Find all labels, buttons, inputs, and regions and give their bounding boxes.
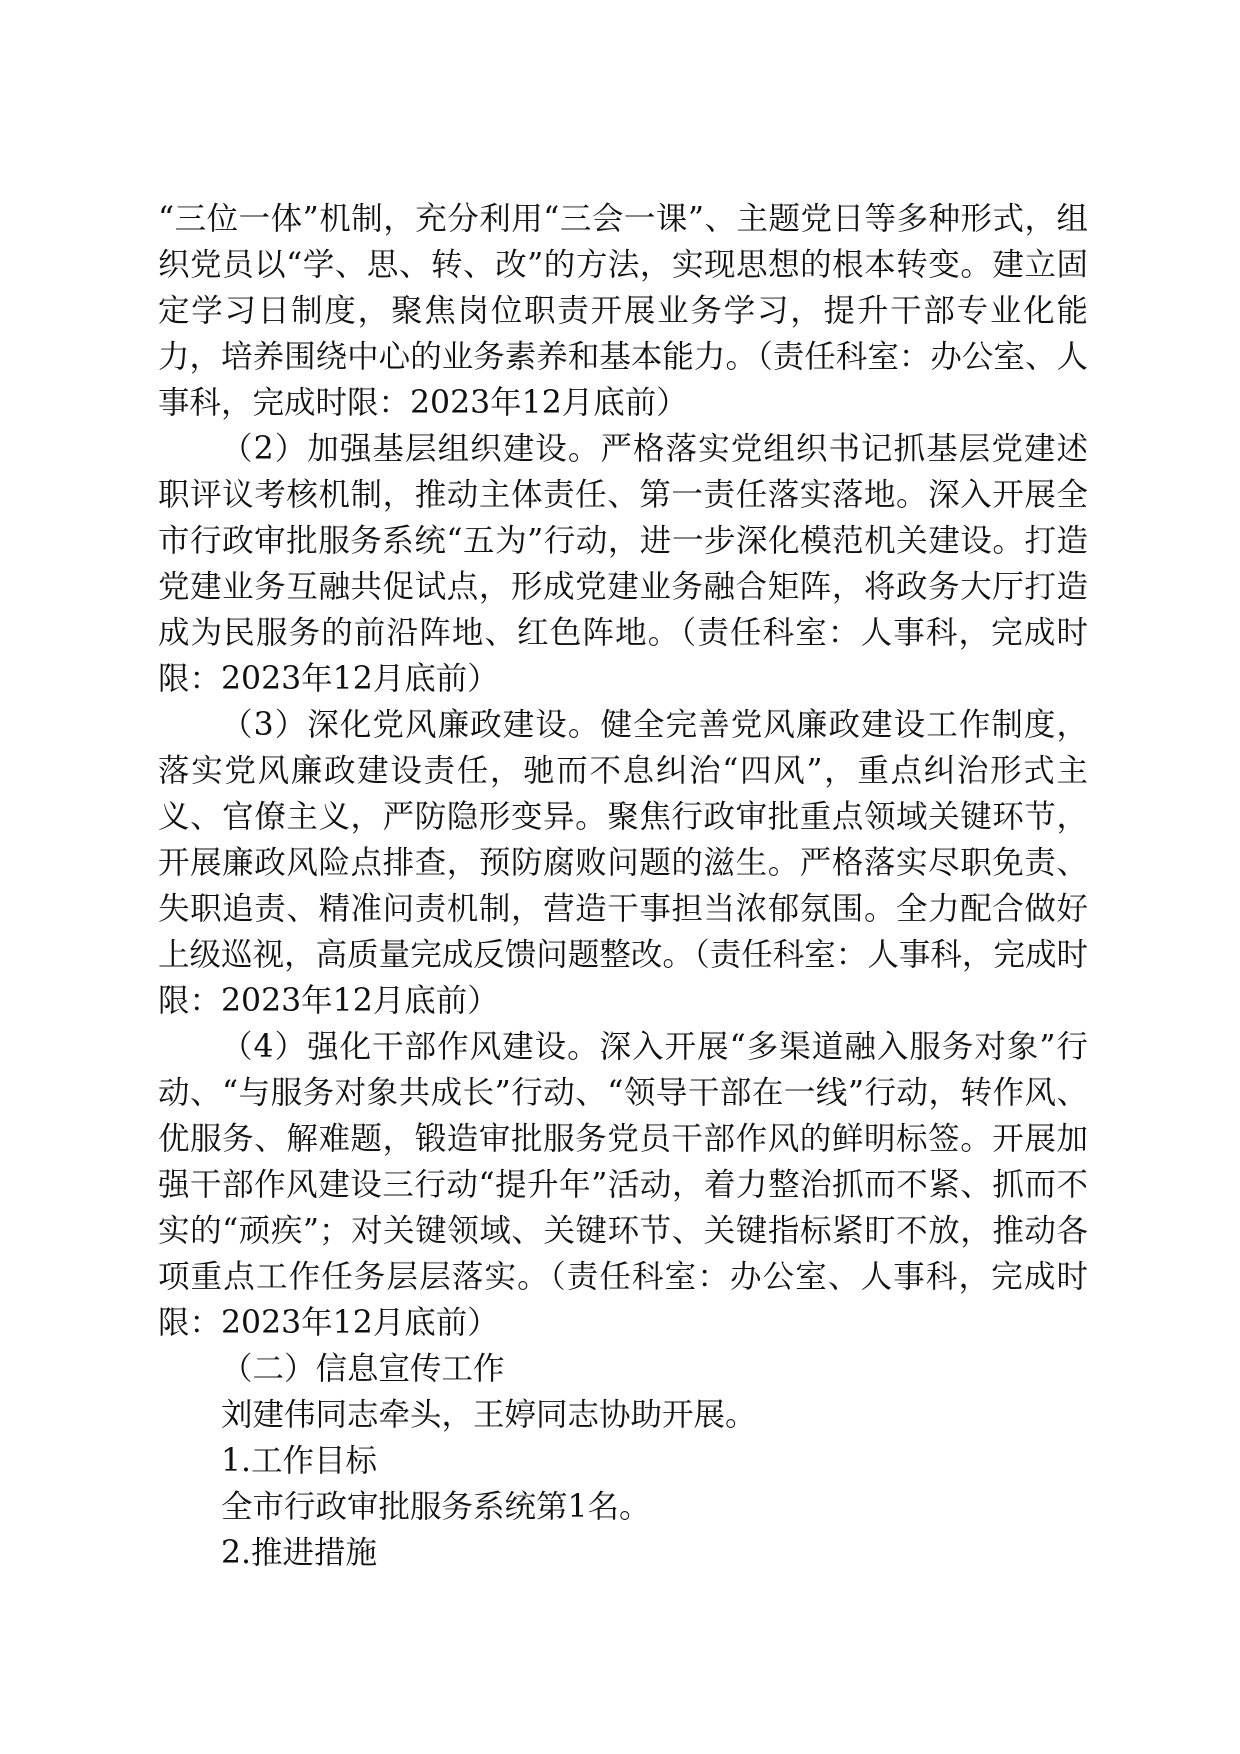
document-page xyxy=(158,196,1088,1576)
subheading-measures: 2.推进措施 xyxy=(221,1535,378,1571)
paragraph-goal: 全市行政审批服务系统第1名。 xyxy=(221,1489,651,1525)
section-heading-info-publicity: （二）信息宣传工作 xyxy=(221,1351,505,1387)
subheading-work-goal: 1.工作目标 xyxy=(221,1443,378,1479)
paragraph-item-2: （2）加强基层组织建设。严格落实党组织书记抓基层党建述职评议考核机制，推动主体责任、第一责任落实落地。深入开展全市行政审批服务系统“五为”行动，进一步深化模范机关建设。打造党建业务互融共促试点，形成党建业务融合矩阵，将政务大厅打造成为民服务的前沿阵地、红色阵地。（责任科室：人事科，完成时限：2023年12月底前） xyxy=(158,431,1088,697)
paragraph-item-3: （3）深化党风廉政建设。健全完善党风廉政建设工作制度，落实党风廉政建设责任，驰而不息纠治“四风”，重点纠治形式主义、官僚主义，严防隐形变异。聚焦行政审批重点领域关键环节，开展廉政风险点排查，预防腐败问题的滋生。严格落实尽职免责、失职追责、精准问责机制，营造干事担当浓郁氛围。全力配合做好上级巡视，高质量完成反馈问题整改。（责任科室：人事科，完成时限：2023年12月底前） xyxy=(158,707,1088,1019)
paragraph-leads: 刘建伟同志牵头，王婷同志协助开展。 xyxy=(221,1397,757,1433)
paragraph-item-4: （4）强化干部作风建设。深入开展“多渠道融入服务对象”行动、“与服务对象共成长”行动、“领导干部在一线”行动，转作风、优服务、解难题，锻造审批服务党员干部作风的鲜明标签。开展加强干部作风建设三行动“提升年”活动，着力整治抓而不紧、抓而不实的“顽疾”；对关键领域、关键环节、关键指标紧盯不放，推动各项重点工作任务层层落实。（责任科室：办公室、人事科，完成时限：2023年12月底前） xyxy=(158,1029,1088,1341)
paragraph-continuation: “三位一体”机制，充分利用“三会一课”、主题党日等多种形式，组织党员以“学、思、转、改”的方法，实现思想的根本转变。建立固定学习日制度，聚焦岗位职责开展业务学习，提升干部专业化能力，培养围绕中心的业务素养和基本能力。（责任科室：办公室、人事科，完成时限：2023年12月底前） xyxy=(158,201,1088,421)
